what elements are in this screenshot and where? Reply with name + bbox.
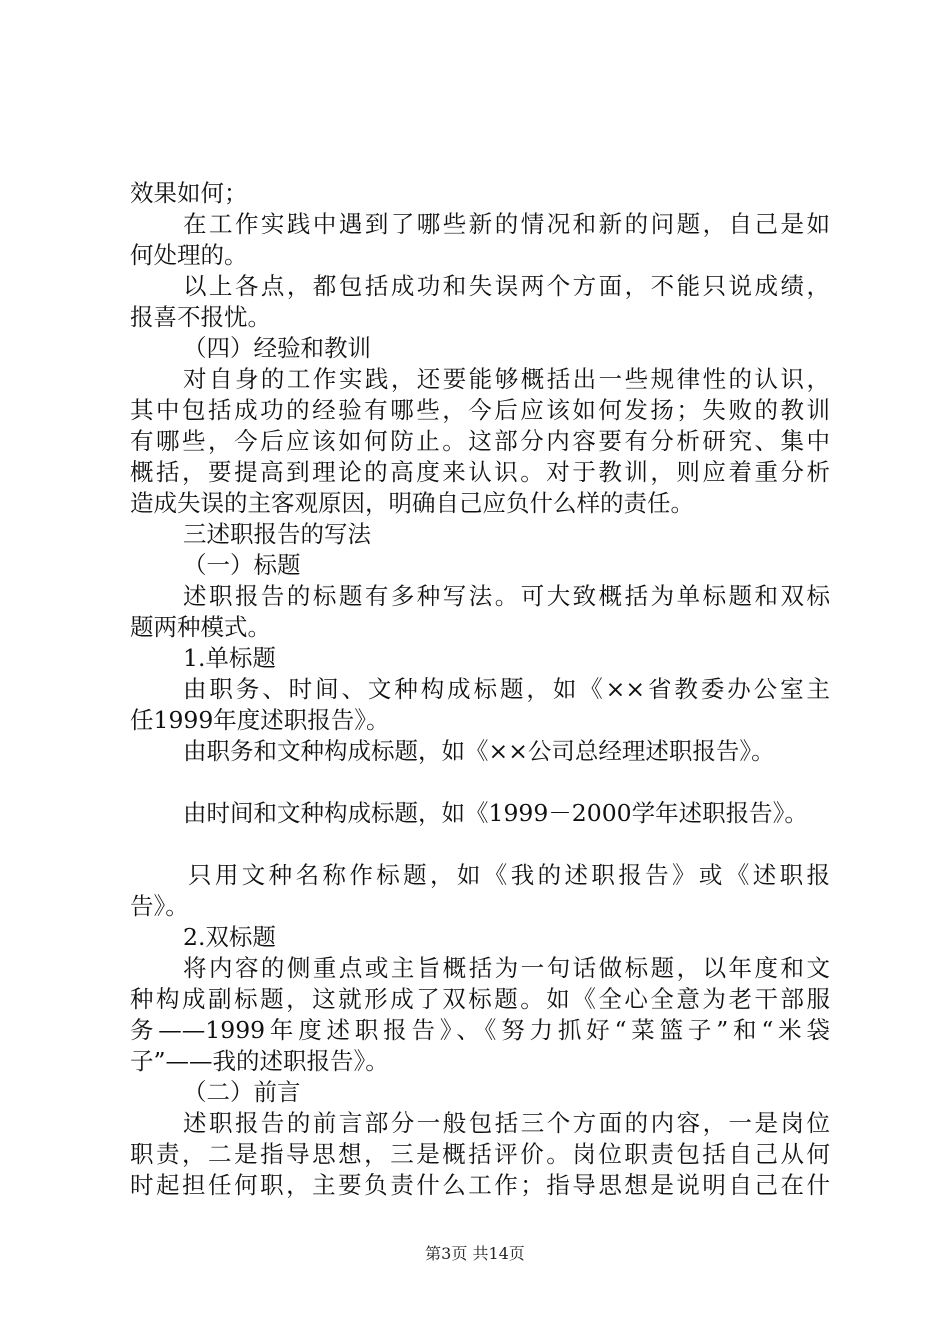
text-line: 述职报告的前言部分一般包括三个方面的内容，一是岗位 bbox=[183, 1109, 830, 1137]
text-line: 由时间和文种构成标题，如《1999－2000学年述职报告》。 bbox=[183, 799, 808, 827]
text-line: 务——1999年度述职报告》、《努力抓好“菜篮子”和“米袋 bbox=[130, 1016, 830, 1044]
text-line: 告》。 bbox=[130, 892, 189, 920]
section-heading: 1.单标题 bbox=[183, 644, 276, 672]
text-line: 述职报告的标题有多种写法。可大致概括为单标题和双标 bbox=[183, 582, 830, 610]
text-line: 报喜不报忧。 bbox=[130, 303, 271, 331]
text-line: 在工作实践中遇到了哪些新的情况和新的问题，自己是如 bbox=[183, 210, 830, 238]
text-line: 何处理的。 bbox=[130, 241, 248, 269]
text-line: 题两种模式。 bbox=[130, 613, 271, 641]
section-heading: （二）前言 bbox=[183, 1078, 301, 1106]
section-heading: （四）经验和教训 bbox=[183, 334, 371, 362]
text-line: 种构成副标题，这就形成了双标题。如《全心全意为老干部服 bbox=[130, 985, 830, 1013]
section-heading: 2.双标题 bbox=[183, 923, 276, 951]
text-line: 时起担任何职，主要负责什么工作；指导思想是说明自己在什 bbox=[130, 1171, 830, 1199]
text-line: 由职务、时间、文种构成标题，如《××省教委办公室主 bbox=[183, 675, 830, 703]
text-line: 由职务和文种构成标题，如《××公司总经理述职报告》。 bbox=[183, 737, 775, 765]
text-line: 以上各点，都包括成功和失误两个方面，不能只说成绩， bbox=[183, 272, 830, 300]
text-line: 效果如何； bbox=[130, 179, 248, 207]
text-line: 将内容的侧重点或主旨概括为一句话做标题，以年度和文 bbox=[183, 954, 830, 982]
text-line: 造成失误的主客观原因，明确自己应负什么样的责任。 bbox=[130, 489, 694, 517]
section-heading: 三述职报告的写法 bbox=[183, 520, 371, 548]
page-footer: 第3页 共14页 bbox=[425, 1244, 525, 1263]
text-line: 职责，二是指导思想，三是概括评价。岗位职责包括自己从何 bbox=[130, 1140, 830, 1168]
text-line: 子”——我的述职报告》。 bbox=[130, 1047, 389, 1075]
text-line: 对自身的工作实践，还要能够概括出一些规律性的认识， bbox=[183, 365, 830, 393]
text-line: 任1999年度述职报告》。 bbox=[130, 706, 390, 734]
text-line: 只用文种名称作标题，如《我的述职报告》或《述职报 bbox=[188, 861, 830, 889]
text-line: 有哪些，今后应该如何防止。这部分内容要有分析研究、集中 bbox=[130, 427, 830, 455]
text-line: 概括，要提高到理论的高度来认识。对于教训，则应着重分析 bbox=[130, 458, 830, 486]
text-line: 其中包括成功的经验有哪些，今后应该如何发扬；失败的教训 bbox=[130, 396, 830, 424]
section-heading: （一）标题 bbox=[183, 551, 301, 579]
